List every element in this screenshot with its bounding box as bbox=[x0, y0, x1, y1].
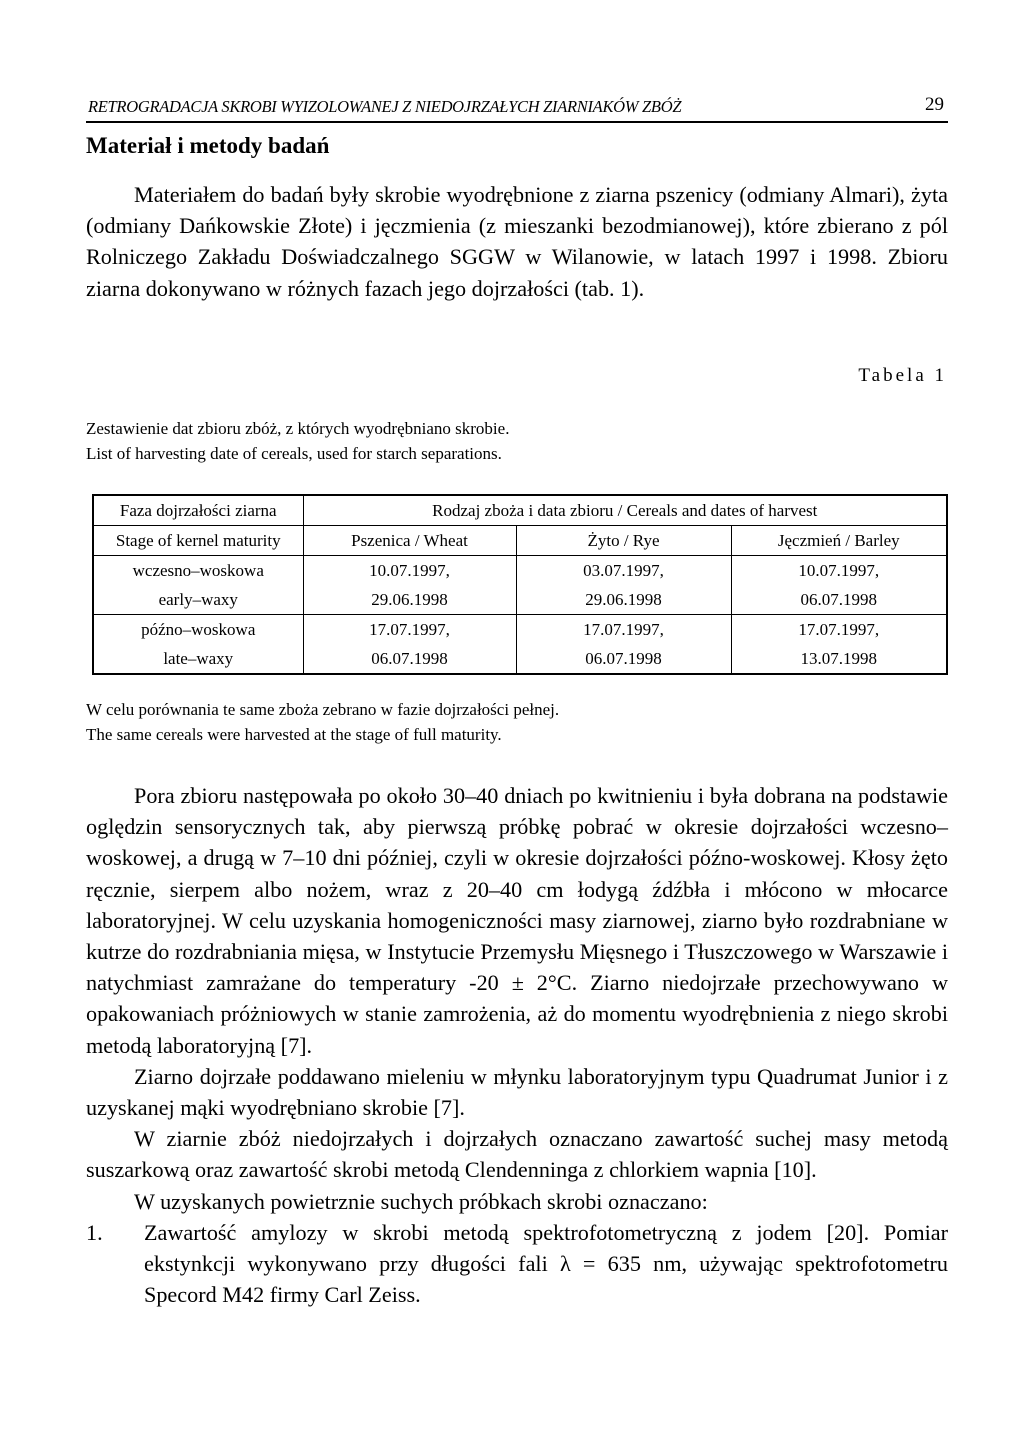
stage-cell: wczesno–woskowa bbox=[93, 556, 303, 586]
harvest-dates-table bbox=[92, 494, 948, 675]
section-heading: Materiał i metody badań bbox=[86, 133, 330, 158]
running-title: RETROGRADACJA SKROBI WYIZOLOWANEJ Z NIEDOJRZAŁYCH ZIARNIAKÓW ZBÓŻ bbox=[88, 97, 682, 116]
cereal-header: Pszenica / Wheat bbox=[303, 526, 516, 556]
cereal-header: Jęczmień / Barley bbox=[731, 526, 947, 556]
date-cell: 10.07.1997, bbox=[303, 556, 516, 586]
list-item-number: 1. bbox=[86, 1219, 103, 1245]
paragraph-dry-matter: W ziarnie zbóż niedojrzałych i dojrzałych oznaczano zawartość suchej masy metodą suszarkową oraz zawartość skrobi metodą Clendenninga z chlorkiem wapnia [10]. bbox=[86, 1126, 948, 1183]
stage-cell: późno–woskowa bbox=[93, 615, 303, 645]
running-header bbox=[86, 93, 948, 123]
paragraph-determinations: W uzyskanych powietrznie suchych próbkach skrobi oznaczano: bbox=[134, 1188, 708, 1214]
table-label: Tabela 1 bbox=[858, 365, 947, 386]
date-cell: 06.07.1998 bbox=[303, 644, 516, 674]
list-item bbox=[86, 1217, 948, 1311]
stage-cell: early–waxy bbox=[158, 589, 238, 609]
note-polish: W celu porównania te same zboża zebrano w fazie dojrzałości pełnej. bbox=[86, 700, 560, 719]
page-number: 29 bbox=[925, 94, 944, 115]
table-header-row bbox=[93, 495, 947, 526]
date-cell: 13.07.1998 bbox=[731, 644, 947, 674]
paragraph-milling: Ziarno dojrzałe poddawano mieleniu w młynku laboratoryjnym typu Quadrumat Junior i z uzyskanej mąki wyodrębniano skrobie [7]. bbox=[86, 1063, 948, 1121]
cereal-header: Żyto / Rye bbox=[516, 526, 731, 556]
note-english: The same cereals were harvested at the stage of full maturity. bbox=[86, 725, 502, 744]
caption-english: List of harvesting date of cereals, used for starch separations. bbox=[86, 444, 502, 463]
methods-text bbox=[86, 780, 948, 1310]
cereal-group-header: Rodzaj zboża i data zbioru / Cereals and dates of harvest bbox=[303, 495, 947, 526]
paragraph-harvest-timing: Pora zbioru następowała po około 30–40 dniach po kwitnieniu i była dobrana na podstawie oględzin sensorycznych tak, aby pierwszą próbkę pobrać w okresie dojrzałości wczesno–woskowej, a drugą w 7–10 dni później, czyli w okresie dojrzałości późno-woskowej. Kłosy żęto ręcznie, sierpem albo nożem, wraz z 20–40 cm łodygą źdźbła i młócono w młocarce laboratoryjnej. W celu uzyskania homogeniczności masy ziarnowej, ziarno było rozdrabniane w kutrze do rozdrabniania mięsa, w Instytucie Przemysłu Mięsnego i Tłuszczowego w Warszawie i natychmiast zamrażane do temperatury -20 ± 2°C. Ziarno niedojrzałe przechowywano w opakowaniach próżniowych w stanie zamrożenia, aż do momentu wyodrębnienia z niego skrobi metodą laboratoryjną [7]. bbox=[86, 783, 948, 1058]
stage-cell: late–waxy bbox=[163, 648, 234, 668]
date-cell: 29.06.1998 bbox=[516, 585, 731, 615]
table-row bbox=[93, 615, 947, 645]
date-cell: 06.07.1998 bbox=[731, 585, 947, 615]
date-cell: 17.07.1997, bbox=[303, 615, 516, 645]
caption-polish: Zestawienie dat zbioru zbóż, z których wyodrębniano skrobie. bbox=[86, 419, 510, 438]
table-row bbox=[93, 556, 947, 586]
table-row bbox=[93, 585, 947, 615]
stage-header-pl: Faza dojrzałości ziarna bbox=[119, 500, 277, 520]
table-row bbox=[93, 644, 947, 674]
date-cell: 10.07.1997, bbox=[731, 556, 947, 586]
date-cell: 03.07.1997, bbox=[516, 556, 731, 586]
date-cell: 29.06.1998 bbox=[303, 585, 516, 615]
list-item-text: Zawartość amylozy w skrobi metodą spektrofotometryczną z jodem [20]. Pomiar ekstynkcji wykonywano przy długości fali λ = 635 nm, używając spektrofotometru Specord M42 firmy Carl Zeiss. bbox=[144, 1219, 948, 1308]
intro-paragraph: Materiałem do badań były skrobie wyodrębnione z ziarna pszenicy (odmiany Almari), żyta (odmiany Dańkowskie Złote) i jęczmienia (z mieszanki bezodmianowej), które zbierano z pól Rolniczego Zakładu Doświadczalnego SGGW w Wilanowie, w latach 1997 i 1998. Zbioru ziarna dokonywano w różnych fazach jego dojrzałości (tab. 1). bbox=[86, 182, 948, 301]
date-cell: 06.07.1998 bbox=[516, 644, 731, 674]
table-notes bbox=[86, 697, 559, 747]
date-cell: 17.07.1997, bbox=[731, 615, 947, 645]
table-subheader-row bbox=[93, 526, 947, 556]
date-cell: 17.07.1997, bbox=[516, 615, 731, 645]
table-caption bbox=[86, 416, 509, 466]
stage-header-en: Stage of kernel maturity bbox=[93, 526, 303, 556]
